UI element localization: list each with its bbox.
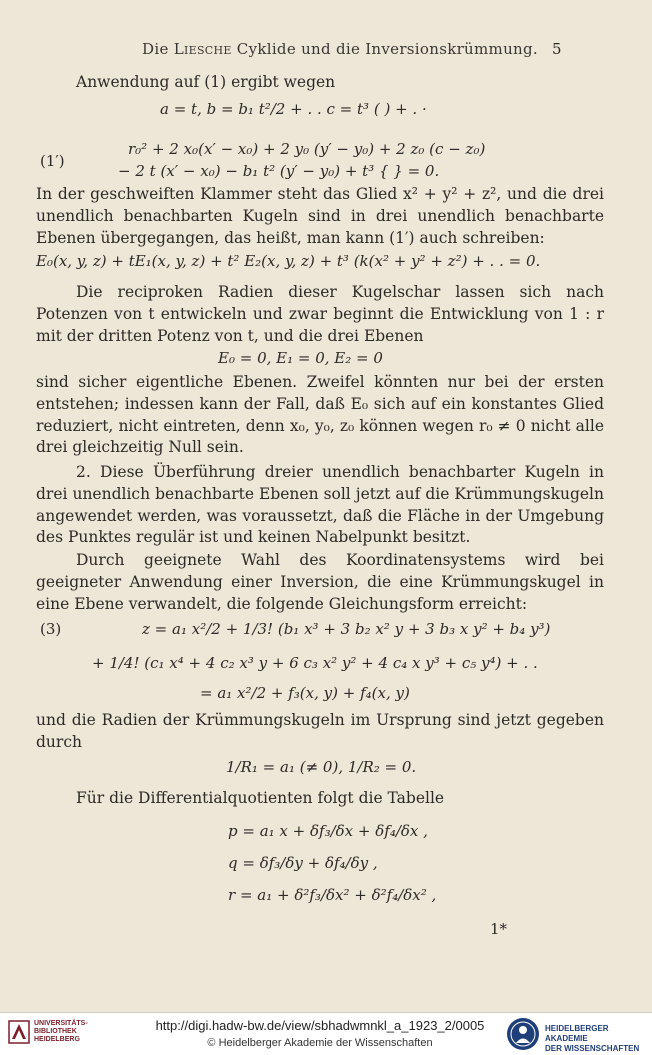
university-library-logo-icon bbox=[8, 1019, 30, 1045]
equation-E-expansion: E₀(x, y, z) + tE₁(x, y, z) + t² E₂(x, y, z) + t³ (k(x² + y² + z²) + . . = 0. bbox=[36, 252, 541, 270]
copyright-notice: © Heidelberger Akademie der Wissenschaften bbox=[207, 1037, 433, 1049]
had-line-1: HEIDELBERGER AKADEMIE bbox=[545, 1024, 609, 1043]
ub-line-3: HEIDELBERG bbox=[34, 1036, 80, 1043]
paragraph-2: In der geschweiften Klammer steht das Glied x² + y² + z², und die drei unendlich benachbarten Kugeln sind in drei unendlich benachbarte Ebenen übergegangen, das heißt, man kann (1′) auch schreiben: bbox=[36, 185, 604, 247]
equation-1prime-line-2: − 2 t (x′ − x₀) − b₁ t² (y′ − y₀) + t³ { } = 0. bbox=[118, 162, 440, 180]
header-text-post: Cyklide und die Inversionskrümmung. bbox=[231, 40, 538, 58]
permalink-url[interactable]: http://digi.hadw-bw.de/view/sbhadwmnkl_a_1923_2/0005 bbox=[155, 1018, 485, 1033]
header-text-pre: Die bbox=[142, 40, 174, 58]
equation-radii: 1/R₁ = a₁ (≠ 0), 1/R₂ = 0. bbox=[226, 758, 417, 776]
equation-3-label: (3) bbox=[40, 620, 62, 638]
paragraph-4: sind sicher eigentliche Ebenen. Zweifel könnten nur bei der ersten entstehen; indessen kann der Fall, daß E₀ sich auf ein konstantes Glied reduziert, nicht eintreten, denn x₀, y₀, z₀ können wegen r₀ ≠ 0 nicht alle drei gleichzeitig Null sein. bbox=[36, 373, 604, 457]
eq-abc-text: a = t, b = b₁ t²/2 + . . c = t³ ( ) + . · bbox=[160, 100, 427, 118]
equation-q: q = δf₃/δy + δf₄/δy , bbox=[228, 854, 378, 872]
paragraph-7: und die Radien der Krümmungskugeln im Ursprung sind jetzt gegeben durch bbox=[36, 711, 604, 751]
paragraph-6: Durch geeignete Wahl des Koordinatensystems wird bei geeigneter Anwendung einer Inversion, die eine Krümmungskugel in eine Ebene verwandelt, die folgende Gleichungsform erreicht: bbox=[36, 551, 604, 613]
academy-seal-logo-icon bbox=[506, 1017, 540, 1051]
paragraph-1: Anwendung auf (1) ergibt wegen bbox=[76, 73, 336, 91]
had-line-2: DER WISSENSCHAFTEN bbox=[545, 1044, 640, 1053]
equation-3-line-1: z = a₁ x²/2 + 1/3! (b₁ x³ + 3 b₂ x² y + 3 b₃ x y² + b₄ y³) bbox=[142, 620, 551, 638]
university-library-wordmark bbox=[34, 1020, 88, 1044]
equation-r: r = a₁ + δ²f₃/δx² + δ²f₄/δx² , bbox=[228, 886, 437, 904]
paragraph-5: 2. Diese Überführung dreier unendlich benachbarter Kugeln in drei unendlich benachbarte Ebenen soll jetzt auf die Krümmungskugeln angewendet werden, was voraussetzt, daß die Fläche in der Umgebung des Punktes regulär ist und keinen Nabelpunkt besitzt. bbox=[36, 463, 604, 547]
page-number: 5 bbox=[552, 40, 562, 58]
viewer-footer bbox=[0, 1012, 652, 1055]
equation-abc bbox=[160, 100, 427, 118]
equation-p: p = a₁ x + δf₃/δx + δf₄/δx , bbox=[228, 822, 428, 840]
academy-wordmark bbox=[545, 1024, 652, 1054]
equation-3-line-3: = a₁ x²/2 + f₃(x, y) + f₄(x, y) bbox=[200, 684, 410, 702]
paragraph-3: Die reciproken Radien dieser Kugelschar lassen sich nach Potenzen von t entwickeln und zwar beginnt die Entwicklung von 1 : r mit der dritten Potenz von t, und die drei Ebenen bbox=[36, 283, 604, 345]
ub-line-1: UNIVERSITÄTS- bbox=[34, 1020, 88, 1027]
equation-3-line-2: + 1/4! (c₁ x⁴ + 4 c₂ x³ y + 6 c₃ x² y² + 4 c₄ x y³ + c₅ y⁴) + . . bbox=[92, 654, 538, 672]
equation-1prime-label: (1′) bbox=[40, 152, 65, 170]
signature-mark: 1* bbox=[490, 920, 508, 938]
equation-planes: E₀ = 0, E₁ = 0, E₂ = 0 bbox=[218, 349, 383, 367]
paragraph-8: Für die Differentialquotienten folgt die Tabelle bbox=[76, 789, 445, 807]
header-name-smallcaps: Liesche bbox=[173, 40, 232, 58]
equation-1prime-line-1: r₀² + 2 x₀(x′ − x₀) + 2 y₀ (y′ − y₀) + 2 z₀ (c − z₀) bbox=[128, 140, 486, 158]
running-header bbox=[110, 40, 570, 58]
ub-line-2: BIBLIOTHEK bbox=[34, 1028, 77, 1035]
